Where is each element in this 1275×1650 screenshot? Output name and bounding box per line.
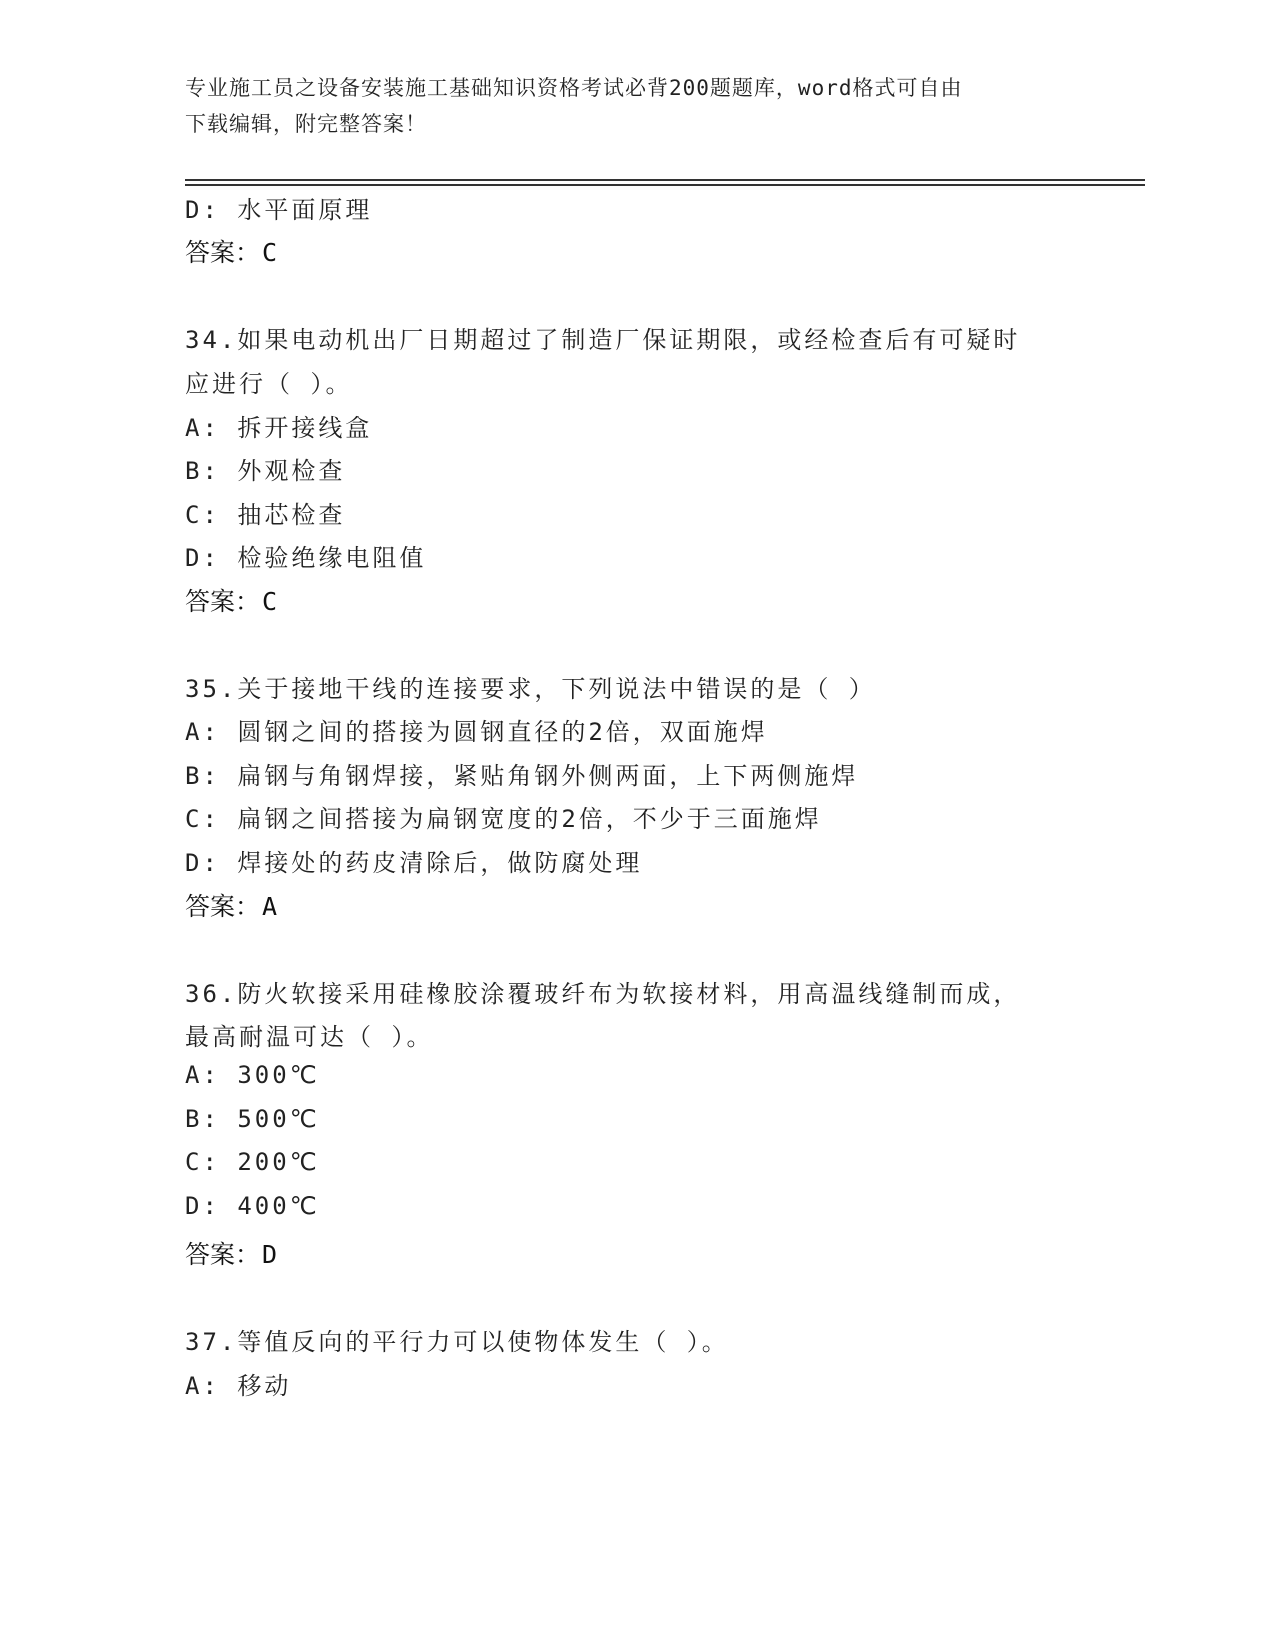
answer-label: 答案：: [185, 587, 261, 616]
header-line-1: 专业施工员之设备安装施工基础知识资格考试必背200题题库，word格式可自由: [185, 76, 963, 100]
document-header: [185, 70, 1075, 142]
answer-value: C: [262, 238, 278, 267]
q35-option-a: A: 圆钢之间的搭接为圆钢直径的2倍，双面施焊: [185, 718, 768, 746]
answer-value: C: [262, 587, 278, 616]
prev-option-d: D: 水平面原理: [185, 196, 373, 224]
header-divider-bottom: [185, 184, 1145, 186]
q36-answer: [185, 1235, 277, 1271]
q36-option-c: C: 200℃: [185, 1148, 320, 1176]
answer-value: D: [262, 1240, 278, 1269]
answer-value: A: [262, 892, 278, 921]
q34-option-c: C: 抽芯检查: [185, 501, 346, 529]
q35-option-d: D: 焊接处的药皮清除后，做防腐处理: [185, 849, 643, 877]
q34-option-b: B: 外观检查: [185, 457, 346, 485]
q34-answer: [185, 582, 277, 618]
q36-option-d: D: 400℃: [185, 1192, 320, 1220]
q36-stem-line-2: 最高耐温可达（ ）。: [185, 1023, 434, 1051]
header-line-2: 下载编辑，附完整答案！: [185, 112, 427, 136]
q36-stem-line-1: 36.防火软接采用硅橡胶涂覆玻纤布为软接材料，用高温线缝制而成，: [185, 980, 1021, 1008]
header-divider-top: [185, 179, 1145, 181]
answer-label: 答案：: [185, 892, 261, 921]
q36-option-b: B: 500℃: [185, 1105, 320, 1133]
q35-answer: [185, 887, 277, 923]
q34-option-d: D: 检验绝缘电阻值: [185, 544, 427, 572]
q34-option-a: A: 拆开接线盒: [185, 414, 373, 442]
answer-label: 答案：: [185, 238, 261, 267]
q35-stem-line-1: 35.关于接地干线的连接要求，下列说法中错误的是（ ）: [185, 675, 876, 703]
prev-answer: [185, 233, 277, 269]
answer-label: 答案：: [185, 1240, 261, 1269]
q34-stem-line-2: 应进行（ ）。: [185, 370, 353, 398]
q37-stem-line-1: 37.等值反向的平行力可以使物体发生（ ）。: [185, 1328, 729, 1356]
q36-option-a: A: 300℃: [185, 1061, 320, 1089]
q35-option-b: B: 扁钢与角钢焊接，紧贴角钢外侧两面，上下两侧施焊: [185, 762, 859, 790]
q34-stem-line-1: 34.如果电动机出厂日期超过了制造厂保证期限，或经检查后有可疑时: [185, 326, 1021, 354]
q37-option-a: A: 移动: [185, 1372, 292, 1400]
q35-option-c: C: 扁钢之间搭接为扁钢宽度的2倍，不少于三面施焊: [185, 805, 822, 833]
